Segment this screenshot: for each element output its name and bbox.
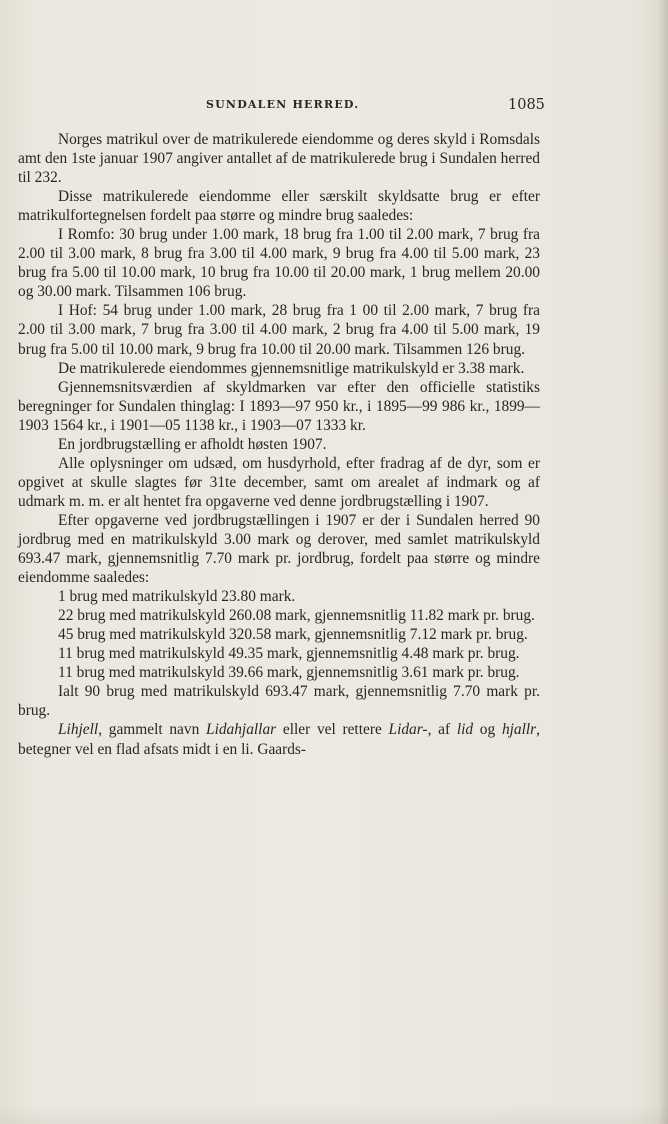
paragraph-gjennemsnit: De matrikulerede eiendommes gjennemsnitlige matrikulskyld er 3.38 mark.: [58, 359, 525, 377]
list-item: 22 brug med matrikulskyld 260.08 mark, gjennemsnitlig 11.82 mark pr. brug.: [58, 607, 535, 625]
italic-term: lid: [456, 721, 474, 739]
paragraph-fordeling: Disse matrikulerede eiendomme eller særskilt skyldsatte brug er efter matrikulfortegnelsen fordelt paa større og mindre brug saaledes:: [18, 188, 540, 225]
text-run: , af: [427, 721, 457, 739]
text-run: , betegner vel en flad afsats midt i en li. Gaards-: [18, 721, 541, 758]
italic-term: Lihjell: [58, 721, 99, 739]
paragraph-skyldmark: Gjennemsnitsværdien af skyldmarken var efter den officielle statistiks beregninger for Sundalen thinglag: I 1893—97 950 kr., i 1895—99 986 kr., 1899—1903 1564 kr., i 1901—05 1138 kr., i 1903—07 1333 kr.: [18, 378, 540, 434]
running-head: SUNDALEN HERRED.: [206, 98, 360, 111]
paragraph-opgaverne: Efter opgaverne ved jordbrugstællingen i 1907 er der i Sundalen herred 90 jordbrug med en matrikulskyld 3.00 mark og derover, med samlet matrikulskyld 693.47 mark, gjennemsnitlig 7.70 mark pr. jordbrug, fordelt paa større og mindre eiendomme saaledes:: [18, 511, 540, 587]
paragraph-hof: I Hof: 54 brug under 1.00 mark, 28 brug fra 1 00 til 2.00 mark, 7 brug fra 2.00 til 3.00 mark, 7 brug fra 3.00 til 4.00 mark, 2 brug fra 4.00 til 5.00 mark, 19 brug fra 5.00 til 10.00 mark, 9 brug fra 10.00 til 20.00 mark. Tilsammen 126 brug.: [18, 302, 540, 358]
list-item: 11 brug med matrikulskyld 39.66 mark, gjennemsnitlig 3.61 mark pr. brug.: [58, 664, 520, 682]
page-edge-shadow: [658, 0, 668, 1124]
page-foot-shade: [0, 1104, 668, 1124]
list-item: 45 brug med matrikulskyld 320.58 mark, gjennemsnitlig 7.12 mark pr. brug.: [58, 626, 528, 644]
text-run: og: [473, 721, 502, 739]
paragraph-jordbrugstaelling: En jordbrugstælling er afholdt høsten 1907.: [58, 435, 327, 453]
paragraph-romfo: I Romfo: 30 brug under 1.00 mark, 18 brug fra 1.00 til 2.00 mark, 7 brug fra 2.00 til 3.00 mark, 8 brug fra 3.00 til 4.00 mark, 9 brug fra 4.00 til 5.00 mark, 23 brug fra 5.00 til 10.00 mark, 10 brug fra 10.00 til 20.00 mark, 1 brug mellem 20.00 og 30.00 mark. Tilsammen 106 brug.: [18, 226, 540, 301]
italic-term: hjallr: [501, 721, 537, 739]
page-header: [0, 98, 668, 118]
list-item: 1 brug med matrikulskyld 23.80 mark.: [58, 588, 296, 606]
paragraph-matrikul: Norges matrikul over de matrikulerede eiendomme og deres skyld i Romsdals amt den 1ste januar 1907 angiver antallet af de matrikulerede brug i Sundalen herred til 232.: [18, 131, 540, 187]
italic-term: Lidar-: [388, 721, 428, 739]
page-number: 1085: [508, 97, 545, 113]
list-item-total: Ialt 90 brug med matrikulskyld 693.47 mark, gjennemsnitlig 7.70 mark pr. brug.: [18, 683, 540, 720]
text-run: eller vel rettere: [276, 721, 389, 739]
body-text: [18, 130, 540, 759]
paragraph-lihjell: [18, 720, 540, 758]
list-item: 11 brug med matrikulskyld 49.35 mark, gjennemsnitlig 4.48 mark pr. brug.: [58, 645, 520, 663]
paragraph-oplysninger: Alle oplysninger om udsæd, om husdyrhold, efter fradrag af de dyr, som er opgivet at skulle slagtes før 31te december, samt om arealet af indmark og af udmark m. m. er alt hentet fra opgaverne ved denne jordbrugstælling i 1907.: [18, 454, 540, 510]
text-run: , gammelt navn: [98, 721, 207, 739]
italic-term: Lidahjallar: [206, 721, 277, 739]
